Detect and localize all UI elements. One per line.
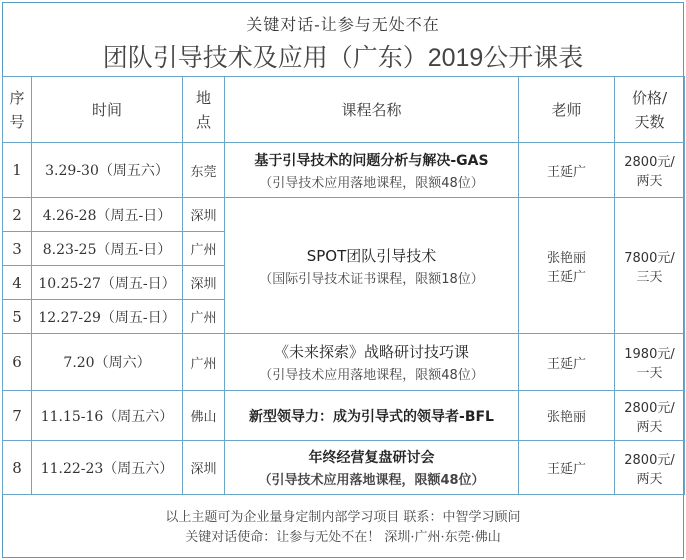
- table-row: [3, 143, 685, 198]
- table-row: [3, 334, 685, 391]
- price-amount: 1980元/: [624, 347, 675, 362]
- row-seq: 7: [3, 391, 32, 441]
- price-amount: 7800元/: [624, 250, 675, 266]
- course-subtitle: （引导技术应用落地课程，限额48位）: [259, 175, 484, 191]
- price-amount: 2800元/: [624, 400, 675, 416]
- row-time: 11.22-23（周五六）: [32, 441, 183, 495]
- row-teacher: 王延广: [519, 143, 615, 198]
- course-title: 《未来探索》战略研讨技巧课: [273, 343, 469, 361]
- slogan: 关键对话-让参与无处不在: [246, 15, 440, 34]
- header-course: 课程名称: [225, 77, 519, 143]
- header-price-line2: 天数: [634, 112, 665, 131]
- row-seq: 3: [3, 232, 32, 266]
- header-place: [183, 77, 225, 143]
- row-teacher: 张艳丽: [519, 391, 615, 441]
- header-seq-line2: 号: [9, 112, 25, 131]
- price-days: 两天: [636, 174, 663, 189]
- header-price: [615, 77, 685, 143]
- row-price: [615, 441, 685, 495]
- row-time: 3.29-30（周五六）: [32, 143, 183, 198]
- footer-contact: 以上主题可为企业量身定制内部学习项目 联系：中智学习顾问: [165, 510, 521, 525]
- price-amount: 2800元/: [624, 155, 675, 170]
- row-seq: 4: [3, 266, 32, 300]
- row-seq: 2: [3, 198, 32, 232]
- course-subtitle: （国际引导技术证书课程，限额18位）: [259, 271, 484, 287]
- footer-mission: 关键对话使命：让参与无处不在！ 深圳·广州·东莞·佛山: [185, 530, 501, 545]
- row-time: 4.26-28（周五-日）: [32, 198, 183, 232]
- table-row: [3, 391, 685, 441]
- course-title: SPOT团队引导技术: [306, 246, 437, 265]
- row-time: 12.27-29（周五-日）: [32, 300, 183, 334]
- table-row: [3, 198, 685, 232]
- row-price: [615, 391, 685, 441]
- course-subtitle: （引导技术应用落地课程，限额48位）: [259, 368, 484, 383]
- price-days: 两天: [636, 419, 663, 435]
- header-place-line1: 地: [195, 88, 211, 107]
- price-days: 两天: [636, 471, 663, 487]
- row-teacher: 王延广: [519, 441, 615, 495]
- header-price-line1: 价格/: [631, 88, 668, 107]
- table-row: [3, 441, 685, 495]
- row-seq: 6: [3, 334, 32, 391]
- row-price: [615, 198, 685, 334]
- row-course: [225, 334, 519, 391]
- row-course: [225, 198, 519, 334]
- row-place: 佛山: [183, 391, 225, 441]
- price-amount: 2800元/: [624, 452, 675, 468]
- header-teacher: 老师: [519, 77, 615, 143]
- row-place: 广州: [183, 334, 225, 391]
- row-place: 深圳: [183, 198, 225, 232]
- course-title: 年终经营复盘研讨会: [308, 450, 435, 466]
- row-time: 10.25-27（周五-日）: [32, 266, 183, 300]
- row-time: 11.15-16（周五六）: [32, 391, 183, 441]
- course-title: 基于引导技术的问题分析与解决-GAS: [254, 152, 489, 169]
- row-course: [225, 441, 519, 495]
- header-seq-line1: 序: [9, 88, 25, 107]
- row-teacher: 王延广: [519, 334, 615, 391]
- teacher-name: 张艳丽: [546, 250, 586, 266]
- footer: [2, 500, 684, 558]
- teacher-name: 王延广: [546, 269, 586, 285]
- price-days: 一天: [636, 366, 663, 381]
- row-teacher: [519, 198, 615, 334]
- row-place: 深圳: [183, 266, 225, 300]
- row-place: 东莞: [183, 143, 225, 198]
- row-place: 广州: [183, 232, 225, 266]
- page-title: 团队引导技术及应用（广东）2019公开课表: [102, 44, 584, 72]
- table-header-row: [3, 77, 685, 143]
- price-days: 三天: [636, 269, 663, 285]
- row-seq: 1: [3, 143, 32, 198]
- schedule-table: [2, 76, 685, 495]
- row-time: 8.23-25（周五-日）: [32, 232, 183, 266]
- course-subtitle: （引导技术应用落地课程，限额48位）: [258, 473, 485, 488]
- row-seq: 8: [3, 441, 32, 495]
- row-price: [615, 143, 685, 198]
- row-course: [225, 391, 519, 441]
- header: [2, 2, 684, 76]
- header-time: 时间: [32, 77, 183, 143]
- row-time: 7.20（周六）: [32, 334, 183, 391]
- header-place-line2: 点: [195, 112, 211, 131]
- row-seq: 5: [3, 300, 32, 334]
- course-title: 新型领导力：成为引导式的领导者-BFL: [249, 408, 494, 425]
- header-seq: [3, 77, 32, 143]
- row-course: [225, 143, 519, 198]
- row-price: [615, 334, 685, 391]
- row-place: 深圳: [183, 441, 225, 495]
- row-place: 广州: [183, 300, 225, 334]
